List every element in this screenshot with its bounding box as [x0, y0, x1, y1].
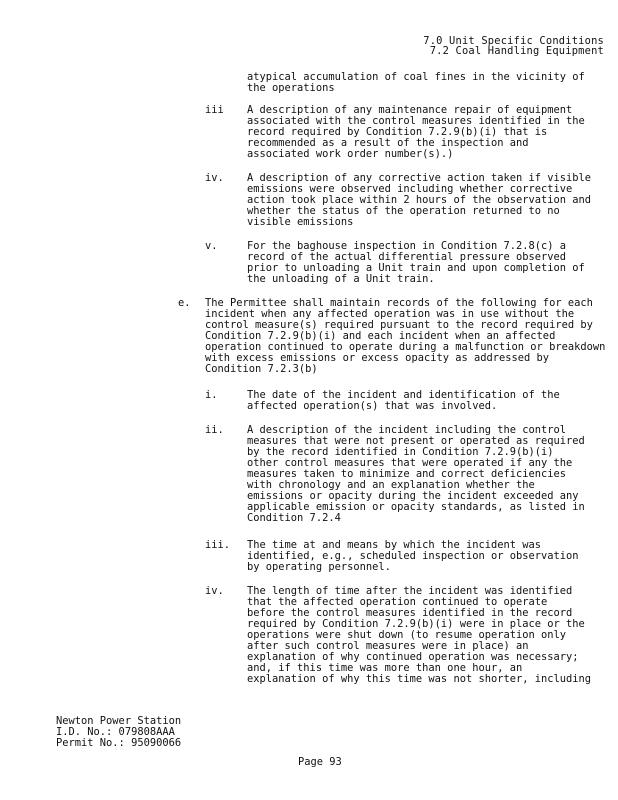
text-line: applicable emission or opacity standards, as listed in [247, 501, 585, 513]
text-line: visible emissions [247, 216, 354, 228]
text-line: For the baghouse inspection in Condition 7.2.8(c) a [247, 240, 567, 252]
text-line: The length of time after the incident was identified [247, 585, 573, 597]
text-line: operation continued to operate during a malfunction or breakdown [205, 341, 606, 353]
page-footer [56, 716, 181, 749]
item-marker: iii [205, 104, 224, 116]
id-number: I.D. No.: 079808AAA [56, 726, 175, 738]
item-marker: ii. [205, 424, 224, 436]
permit-number: Permit No.: 95090066 [56, 737, 182, 749]
text-line: by operating personnel. [247, 561, 391, 573]
item-marker: v. [205, 240, 218, 252]
text-line: affected operation(s) that was involved. [247, 400, 498, 412]
header-line-2: 7.2 Coal Handling Equipment [429, 45, 604, 57]
text-line: Condition 7.2.9(b)(i) and each incident when an affected [205, 330, 556, 342]
item-marker: iii. [205, 539, 231, 551]
item-marker: iv. [205, 172, 224, 184]
text-line: A description of the incident including the control [247, 424, 567, 436]
text-line: that the affected operation continued to operate [247, 596, 548, 608]
item-marker: i. [205, 389, 218, 401]
text-line: atypical accumulation of coal fines in the vicinity of [247, 71, 585, 83]
text-line: the operations [247, 82, 335, 94]
text-line: measures that were not present or operated as required [247, 435, 585, 447]
text-line: after such control measures were in place) an [247, 640, 529, 652]
text-line: by the record identified in Condition 7.2.9(b)(i) [247, 446, 554, 458]
text-line: A description of any corrective action taken if visible [247, 172, 592, 184]
text-line: record of the actual differential pressure observed [247, 251, 567, 263]
text-line: the unloading of a Unit train. [247, 273, 435, 285]
item-marker: iv. [205, 585, 224, 597]
text-line: associated work order number(s).) [247, 148, 454, 160]
text-line: The time at and means by which the incident was [247, 539, 542, 551]
text-line: and, if this time was more than one hour, an [247, 662, 523, 674]
page-number: Page 93 [298, 756, 342, 768]
text-line: measures taken to minimize and correct deficiencies [247, 468, 567, 480]
text-line: explanation of why continued operation was necessary; [247, 651, 579, 663]
text-line: Condition 7.2.4 [247, 512, 341, 524]
text-line: other control measures that were operated if any the [247, 457, 573, 469]
section-marker: e. [178, 297, 191, 309]
text-line: with excess emissions or excess opacity as addressed by [205, 352, 550, 364]
text-line: with chronology and an explanation whether the [247, 479, 535, 491]
station-name: Newton Power Station [56, 715, 182, 727]
text-line: emissions were observed including whether corrective [247, 183, 573, 195]
text-line: required by Condition 7.2.9(b)(i) were in place or the [247, 618, 585, 630]
text-line: The date of the incident and identification of the [247, 389, 560, 401]
header-line-1: 7.0 Unit Specific Conditions [423, 35, 604, 47]
text-line: action took place within 2 hours of the observation and [247, 194, 592, 206]
text-line: explanation of why this time was not shorter, including [247, 673, 592, 685]
text-line: Condition 7.2.3(b) [205, 363, 318, 375]
text-line: A description of any maintenance repair of equipment [247, 104, 573, 116]
text-line: record required by Condition 7.2.9(b)(i) that is [247, 126, 548, 138]
text-line: operations were shut down (to resume operation only [247, 629, 567, 641]
page-header [423, 36, 604, 56]
text-line: emissions or opacity during the incident exceeded any [247, 490, 579, 502]
text-line: prior to unloading a Unit train and upon completion of [247, 262, 585, 274]
text-line: The Permittee shall maintain records of the following for each [205, 297, 593, 309]
text-line: identified, e.g., scheduled inspection or observation [247, 550, 579, 562]
text-line: whether the status of the operation returned to no [247, 205, 560, 217]
text-line: control measure(s) required pursuant to the record required by [205, 319, 593, 331]
text-line: before the control measures identified in the record [247, 607, 573, 619]
text-line: recommended as a result of the inspection and [247, 137, 529, 149]
text-line: associated with the control measures identified in the [247, 115, 585, 127]
text-line: incident when any affected operation was in use without the [205, 308, 575, 320]
